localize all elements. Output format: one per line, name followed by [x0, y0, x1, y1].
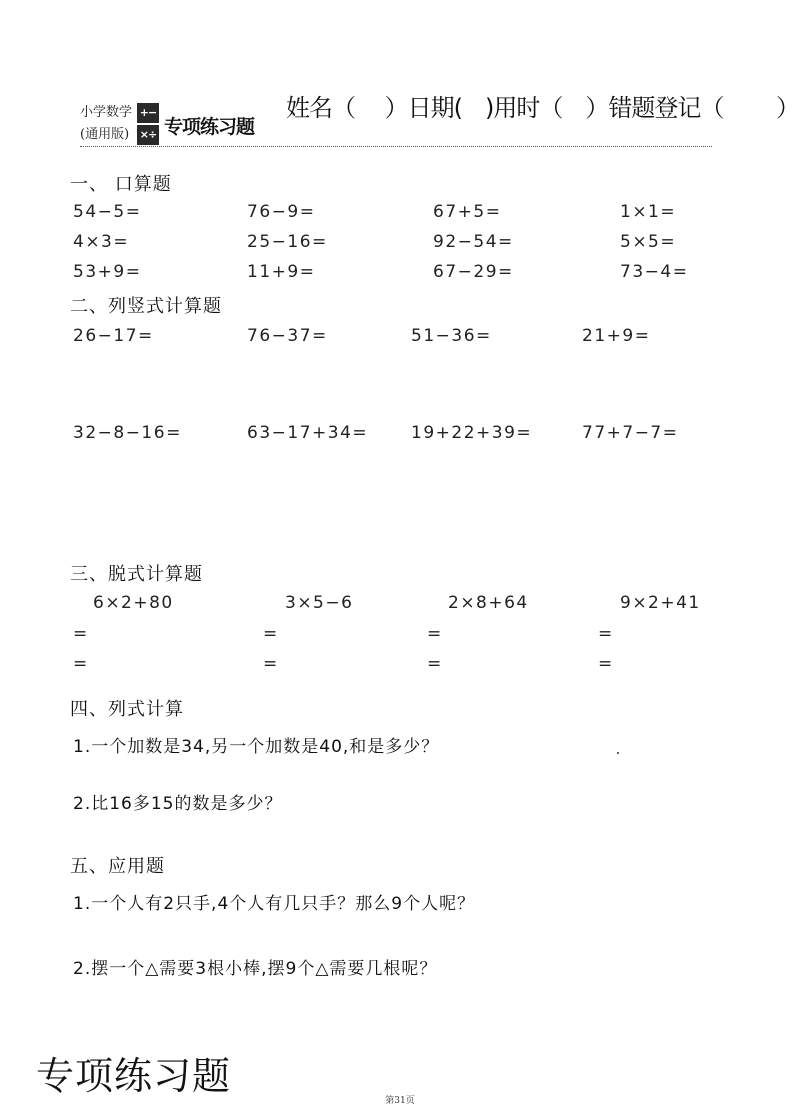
oral-problem: 1×1= [620, 202, 677, 222]
vertical-calc-problem: 77+7−7= [582, 423, 679, 443]
equals-line: = [598, 654, 614, 674]
equals-line: = [73, 624, 89, 644]
section-1-title: 一、 口算题 [70, 174, 172, 195]
section-4-title: 四、列式计算 [70, 699, 184, 720]
equals-line: = [263, 654, 279, 674]
scan-speck [617, 752, 619, 754]
section-3-title: 三、脱式计算题 [70, 564, 203, 585]
equals-line: = [427, 624, 443, 644]
oral-problem: 4×3= [73, 232, 130, 252]
oral-problem: 5×5= [620, 232, 677, 252]
section-2-title: 二、列竖式计算题 [70, 296, 222, 317]
times-divide-icon: ×÷ [137, 125, 159, 145]
equals-line: = [598, 624, 614, 644]
section-5-title: 五、应用题 [70, 856, 165, 877]
logo-subject [80, 104, 132, 148]
header-divider [80, 146, 712, 147]
vertical-calc-problem: 32−8−16= [73, 423, 182, 443]
oral-problem: 11+9= [247, 262, 316, 282]
oral-problem: 92−54= [433, 232, 514, 252]
bottom-title: 专项练习题 [36, 1054, 232, 1098]
oral-problem: 73−4= [620, 262, 689, 282]
page-number: 第31页 [385, 1096, 415, 1106]
logo-line-2: (通用版) [80, 127, 130, 142]
oral-problem: 67−29= [433, 262, 514, 282]
step-calc-problem: 2×8+64 [448, 593, 529, 613]
equals-line: = [263, 624, 279, 644]
step-calc-problem: 3×5−6 [285, 593, 354, 613]
word-problem: 1.一个加数是34,另一个加数是40,和是多少？ [73, 737, 440, 757]
oral-problem: 53+9= [73, 262, 142, 282]
plus-minus-icon: +− [137, 103, 159, 123]
oral-problem: 25−16= [247, 232, 328, 252]
oral-problem: 54−5= [73, 202, 142, 222]
equals-line: = [73, 654, 89, 674]
vertical-calc-problem: 19+22+39= [411, 423, 533, 443]
vertical-calc-problem: 76−37= [247, 326, 328, 346]
vertical-calc-problem: 63−17+34= [247, 423, 369, 443]
logo-line-1: 小学数学 [80, 105, 133, 120]
step-calc-problem: 9×2+41 [620, 593, 701, 613]
oral-problem: 76−9= [247, 202, 316, 222]
vertical-calc-problem: 21+9= [582, 326, 651, 346]
step-calc-problem: 6×2+80 [93, 593, 174, 613]
application-problem: 2.摆一个△需要3根小棒,摆9个△需要几根呢？ [73, 959, 438, 979]
equals-line: = [427, 654, 443, 674]
word-problem: 2.比16多15的数是多少？ [73, 794, 283, 814]
oral-problem: 67+5= [433, 202, 502, 222]
application-problem: 1.一个人有2只手,4个人有几只手？那么9个人呢？ [73, 894, 476, 914]
student-info-fields: 姓名（ ）日期( )用时（ ）错题登记（ ） [286, 94, 799, 122]
logo-title: 专项练习题 [164, 116, 255, 138]
vertical-calc-problem: 26−17= [73, 326, 154, 346]
vertical-calc-problem: 51−36= [411, 326, 492, 346]
